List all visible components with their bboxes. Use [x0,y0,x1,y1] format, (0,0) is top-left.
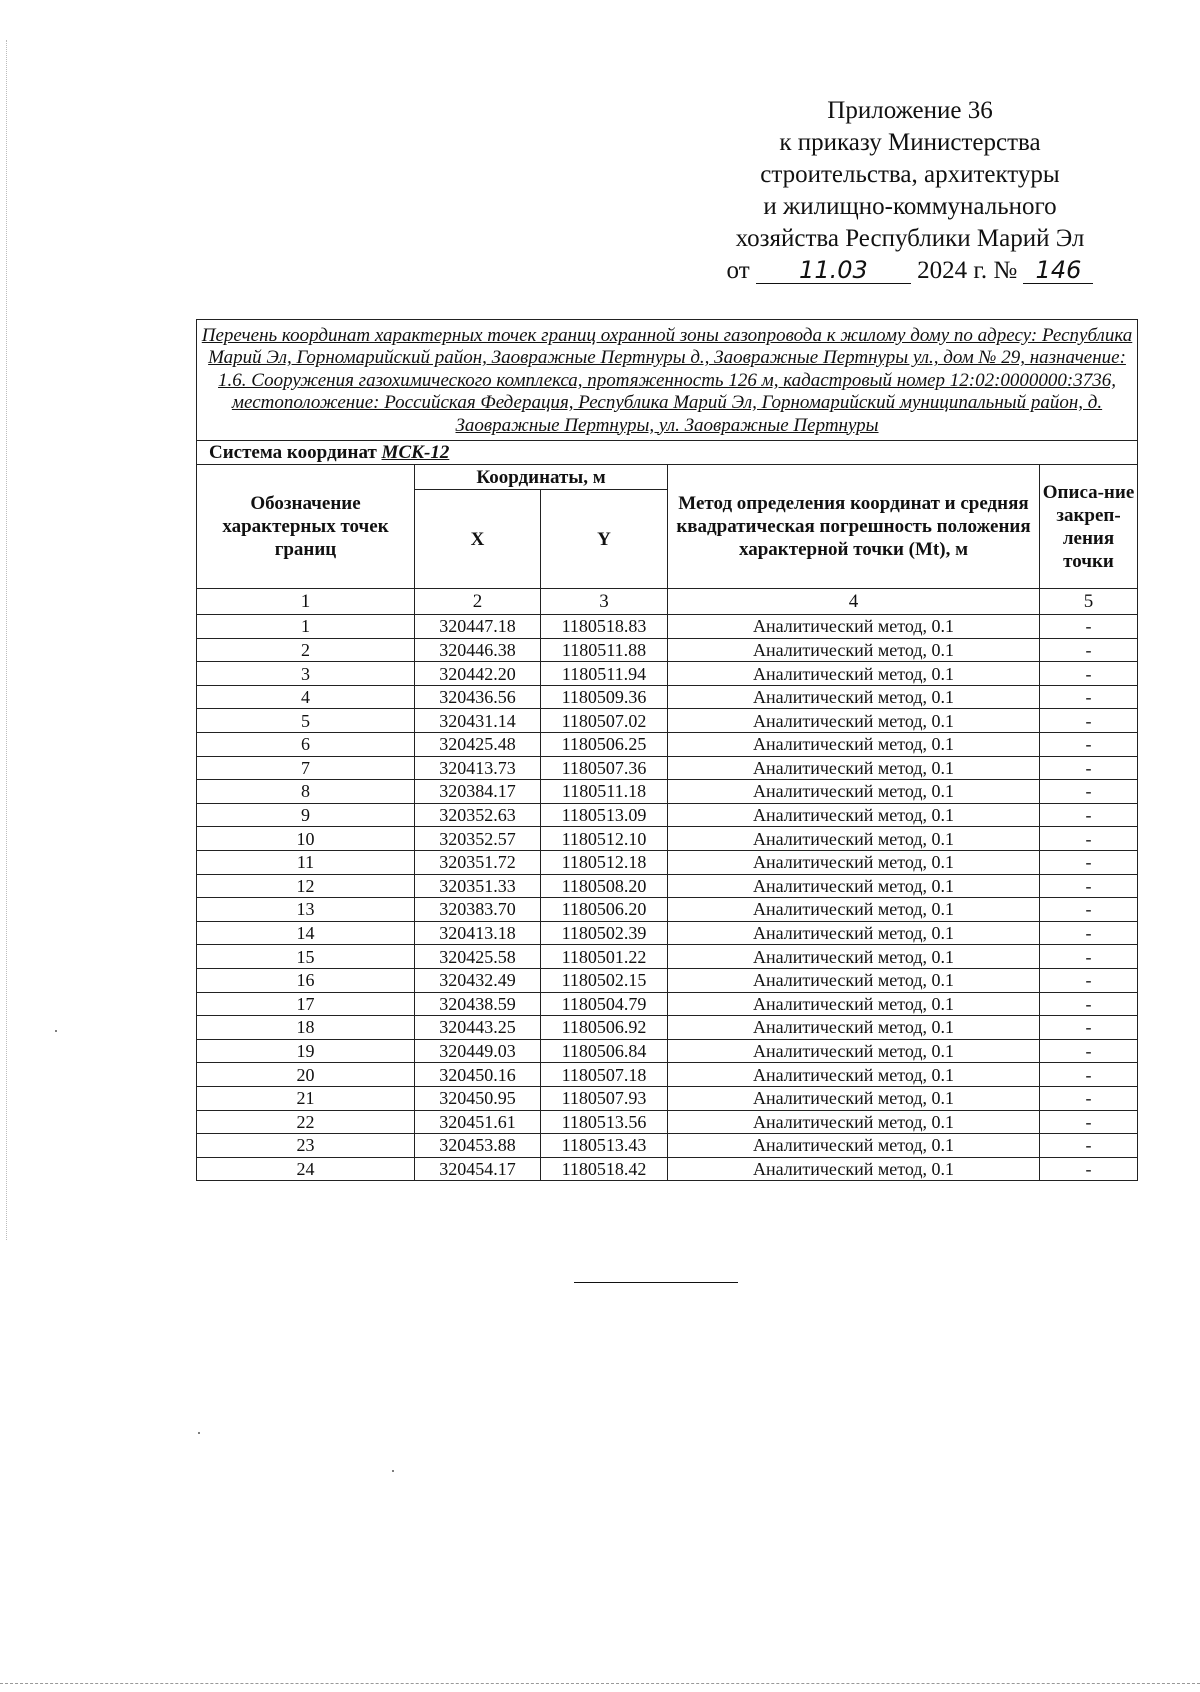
point-number-cell: 23 [197,1134,415,1158]
appendix-header [700,95,1120,287]
order-date: 11.03 [756,257,911,284]
description-cell: - [1040,827,1138,851]
method-cell: Аналитический метод, 0.1 [668,709,1040,733]
x-coordinate-cell: 320451.61 [415,1110,541,1134]
appendix-line-4: и жилищно-коммунального [763,193,1057,220]
method-cell: Аналитический метод, 0.1 [668,945,1040,969]
description-cell: - [1040,1063,1138,1087]
point-number-cell: 4 [197,685,415,709]
header-y: Y [541,490,668,589]
y-coordinate-cell: 1180513.56 [541,1110,668,1134]
y-coordinate-cell: 1180506.20 [541,898,668,922]
x-coordinate-cell: 320383.70 [415,898,541,922]
table-row [197,733,1138,757]
scan-margin-dots [6,40,7,1240]
method-cell: Аналитический метод, 0.1 [668,968,1040,992]
point-number-cell: 5 [197,709,415,733]
y-coordinate-cell: 1180518.83 [541,615,668,639]
table-row [197,1016,1138,1040]
appendix-line-5: хозяйства Республики Марий Эл [735,225,1085,252]
table-row [197,945,1138,969]
header-point-designation: Обозначение характерных точек границ [197,465,415,589]
method-cell: Аналитический метод, 0.1 [668,756,1040,780]
point-number-cell: 15 [197,945,415,969]
y-coordinate-cell: 1180509.36 [541,685,668,709]
description-cell: - [1040,685,1138,709]
x-coordinate-cell: 320447.18 [415,615,541,639]
description-cell: - [1040,733,1138,757]
x-coordinate-cell: 320450.95 [415,1086,541,1110]
x-coordinate-cell: 320453.88 [415,1134,541,1158]
table-row [197,638,1138,662]
x-coordinate-cell: 320413.18 [415,921,541,945]
x-coordinate-cell: 320384.17 [415,780,541,804]
coordinate-system-value: МСК-12 [381,441,450,463]
date-prefix: от [726,257,750,284]
description-cell: - [1040,898,1138,922]
method-cell: Аналитический метод, 0.1 [668,1086,1040,1110]
description-cell: - [1040,615,1138,639]
y-coordinate-cell: 1180507.18 [541,1063,668,1087]
method-cell: Аналитический метод, 0.1 [668,685,1040,709]
method-cell: Аналитический метод, 0.1 [668,827,1040,851]
point-number-cell: 19 [197,1039,415,1063]
table-row [197,709,1138,733]
point-number-cell: 24 [197,1157,415,1181]
table-row [197,992,1138,1016]
method-cell: Аналитический метод, 0.1 [668,850,1040,874]
appendix-line-3: строительства, архитектуры [760,161,1060,188]
y-coordinate-cell: 1180513.09 [541,803,668,827]
y-coordinate-cell: 1180511.94 [541,662,668,686]
point-number-cell: 10 [197,827,415,851]
method-cell: Аналитический метод, 0.1 [668,615,1040,639]
point-number-cell: 7 [197,756,415,780]
table-row [197,874,1138,898]
x-coordinate-cell: 320436.56 [415,685,541,709]
header-coordinates: Координаты, м [415,465,668,490]
header-x: X [415,490,541,589]
x-coordinate-cell: 320449.03 [415,1039,541,1063]
point-number-cell: 12 [197,874,415,898]
description-cell: - [1040,992,1138,1016]
point-number-cell: 8 [197,780,415,804]
description-cell: - [1040,1016,1138,1040]
description-cell: - [1040,1157,1138,1181]
table-row [197,850,1138,874]
y-coordinate-cell: 1180512.10 [541,827,668,851]
closing-rule [574,1282,738,1283]
appendix-line-1: Приложение 36 [827,97,993,124]
coordinate-system-row [197,441,1138,465]
method-cell: Аналитический метод, 0.1 [668,1110,1040,1134]
y-coordinate-cell: 1180506.25 [541,733,668,757]
table-row [197,827,1138,851]
point-number-cell: 3 [197,662,415,686]
column-number-row [197,589,1138,615]
header-description: Описа-ние закреп-ления точки [1040,465,1138,589]
y-coordinate-cell: 1180508.20 [541,874,668,898]
y-coordinate-cell: 1180502.39 [541,921,668,945]
y-coordinate-cell: 1180512.18 [541,850,668,874]
point-number-cell: 14 [197,921,415,945]
x-coordinate-cell: 320351.33 [415,874,541,898]
point-number-cell: 1 [197,615,415,639]
y-coordinate-cell: 1180511.18 [541,780,668,804]
point-number-cell: 17 [197,992,415,1016]
y-coordinate-cell: 1180501.22 [541,945,668,969]
point-number-cell: 6 [197,733,415,757]
y-coordinate-cell: 1180511.88 [541,638,668,662]
year-text: 2024 г. № [917,257,1018,284]
method-cell: Аналитический метод, 0.1 [668,1039,1040,1063]
x-coordinate-cell: 320352.57 [415,827,541,851]
method-cell: Аналитический метод, 0.1 [668,1063,1040,1087]
table-row [197,1039,1138,1063]
description-cell: - [1040,874,1138,898]
table-row [197,1063,1138,1087]
table-row [197,1110,1138,1134]
x-coordinate-cell: 320438.59 [415,992,541,1016]
y-coordinate-cell: 1180507.02 [541,709,668,733]
y-coordinate-cell: 1180506.92 [541,1016,668,1040]
description-cell: - [1040,1134,1138,1158]
method-cell: Аналитический метод, 0.1 [668,733,1040,757]
scan-footer-rule [0,1683,1200,1684]
scan-speck [55,1030,57,1032]
table-row [197,615,1138,639]
y-coordinate-cell: 1180507.36 [541,756,668,780]
table-row [197,1157,1138,1181]
point-number-cell: 11 [197,850,415,874]
method-cell: Аналитический метод, 0.1 [668,638,1040,662]
column-number: 4 [668,589,1040,615]
method-cell: Аналитический метод, 0.1 [668,992,1040,1016]
description-cell: - [1040,1110,1138,1134]
x-coordinate-cell: 320431.14 [415,709,541,733]
y-coordinate-cell: 1180513.43 [541,1134,668,1158]
x-coordinate-cell: 320352.63 [415,803,541,827]
order-number: 146 [1023,257,1093,284]
method-cell: Аналитический метод, 0.1 [668,1157,1040,1181]
x-coordinate-cell: 320432.49 [415,968,541,992]
table-row [197,803,1138,827]
description-cell: - [1040,662,1138,686]
table-row [197,1134,1138,1158]
description-cell: - [1040,709,1138,733]
point-number-cell: 22 [197,1110,415,1134]
scan-speck [392,1470,394,1472]
point-number-cell: 18 [197,1016,415,1040]
description-cell: - [1040,756,1138,780]
table-row [197,968,1138,992]
method-cell: Аналитический метод, 0.1 [668,803,1040,827]
x-coordinate-cell: 320454.17 [415,1157,541,1181]
y-coordinate-cell: 1180502.15 [541,968,668,992]
y-coordinate-cell: 1180507.93 [541,1086,668,1110]
description-cell: - [1040,850,1138,874]
description-cell: - [1040,921,1138,945]
column-number: 1 [197,589,415,615]
point-number-cell: 2 [197,638,415,662]
scan-speck [198,1432,200,1434]
x-coordinate-cell: 320446.38 [415,638,541,662]
x-coordinate-cell: 320442.20 [415,662,541,686]
y-coordinate-cell: 1180518.42 [541,1157,668,1181]
description-cell: - [1040,1039,1138,1063]
order-date-line [700,255,1120,287]
description-cell: - [1040,638,1138,662]
method-cell: Аналитический метод, 0.1 [668,1016,1040,1040]
column-number: 2 [415,589,541,615]
method-cell: Аналитический метод, 0.1 [668,662,1040,686]
method-cell: Аналитический метод, 0.1 [668,898,1040,922]
table-row [197,756,1138,780]
point-number-cell: 16 [197,968,415,992]
header-method: Метод определения координат и средняя квадратическая погрешность положения характерной точки (Mt), м [668,465,1040,589]
table-title: Перечень координат характерных точек границ охранной зоны газопровода к жилому дому по адресу: Республика Марий Эл, Горномарийский район, Заовражные Пертнуры д., Заовражные Пертнуры ул., дом № 29, назначение: 1.6. Сооружения газохимического комплекса, протяженность 126 м, кадастровый номер 12:02:0000000:3736, местоположение: Российская Федерация, Республика Марий Эл, Горномарийский муниципальный район, д. Заовражные Пертнуры, ул. Заовражные Пертнуры [197,320,1138,441]
column-number: 5 [1040,589,1138,615]
x-coordinate-cell: 320425.58 [415,945,541,969]
description-cell: - [1040,780,1138,804]
description-cell: - [1040,945,1138,969]
x-coordinate-cell: 320443.25 [415,1016,541,1040]
x-coordinate-cell: 320450.16 [415,1063,541,1087]
coordinate-system-label: Система координат [209,441,377,463]
point-number-cell: 9 [197,803,415,827]
y-coordinate-cell: 1180504.79 [541,992,668,1016]
appendix-line-2: к приказу Министерства [779,129,1041,156]
table-row [197,685,1138,709]
method-cell: Аналитический метод, 0.1 [668,921,1040,945]
column-number: 3 [541,589,668,615]
table-row [197,898,1138,922]
point-number-cell: 13 [197,898,415,922]
point-number-cell: 20 [197,1063,415,1087]
point-number-cell: 21 [197,1086,415,1110]
method-cell: Аналитический метод, 0.1 [668,874,1040,898]
description-cell: - [1040,1086,1138,1110]
description-cell: - [1040,968,1138,992]
x-coordinate-cell: 320413.73 [415,756,541,780]
x-coordinate-cell: 320425.48 [415,733,541,757]
table-row [197,662,1138,686]
x-coordinate-cell: 320351.72 [415,850,541,874]
method-cell: Аналитический метод, 0.1 [668,1134,1040,1158]
coordinates-table [196,319,1138,1181]
table-row [197,1086,1138,1110]
method-cell: Аналитический метод, 0.1 [668,780,1040,804]
table-row [197,780,1138,804]
table-row [197,921,1138,945]
y-coordinate-cell: 1180506.84 [541,1039,668,1063]
description-cell: - [1040,803,1138,827]
